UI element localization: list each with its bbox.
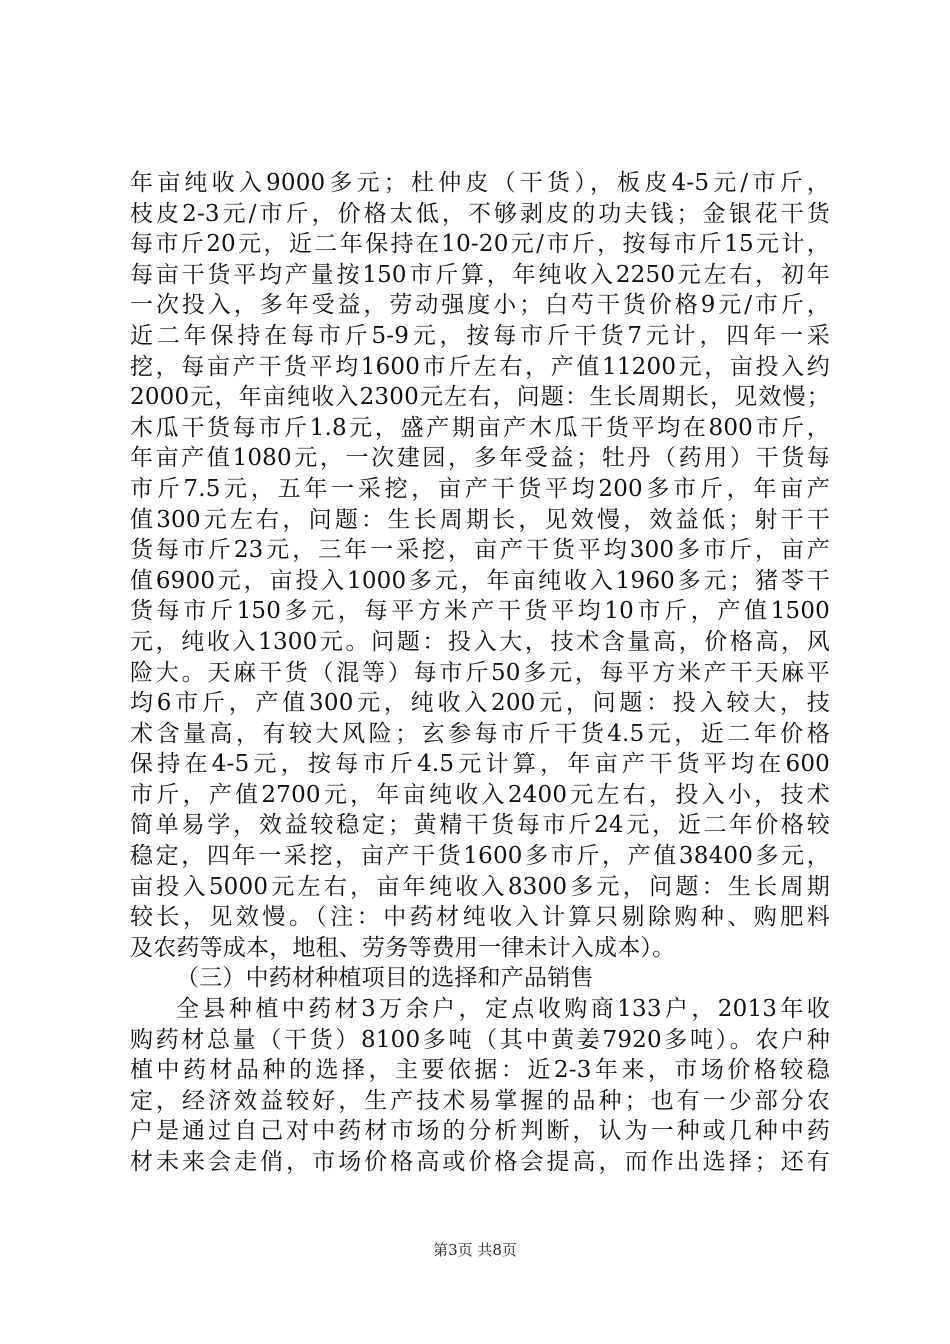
- text-line: 货每市斤150多元，每平方米产干货平均10市斤，产值1500: [130, 598, 830, 625]
- text-line: 一次投入，多年受益，劳动强度小；白芍干货价格9元/市斤，: [130, 292, 830, 319]
- text-line: 枝皮2-3元/市斤，价格太低，不够剥皮的功夫钱；金银花干货: [130, 200, 830, 227]
- text-line: 险大。天麻干货（混等）每市斤50多元，每平方米产干天麻平: [130, 659, 830, 686]
- text-line: 全县种植中药材3万余户，定点收购商133户，2013年收: [176, 996, 830, 1023]
- text-line: 元，纯收入1300元。问题：投入大，技术含量高，价格高，风: [130, 628, 830, 655]
- text-line: 户是通过自己对中药材市场的分析判断，认为一种或几种中药: [130, 1118, 830, 1145]
- text-line: 市斤，产值2700元，年亩纯收入2400元左右，投入小，技术: [130, 781, 830, 808]
- text-line: 稳定，四年一采挖，亩产干货1600多市斤，产值38400多元，: [130, 843, 830, 870]
- text-line: 保持在4-5元，按每市斤4.5元计算，年亩产干货平均在600: [130, 751, 830, 778]
- text-line: 简单易学，效益较稳定；黄精干货每市斤24元，近二年价格较: [130, 812, 830, 839]
- text-line: 2000元，年亩纯收入2300元左右，问题：生长周期长，见效慢；: [130, 384, 830, 411]
- text-line: 亩投入5000元左右，亩年纯收入8300多元，问题：生长周期: [130, 873, 830, 900]
- text-line: 货每市斤23元，三年一采挖，亩产干货平均300多市斤，亩产: [130, 537, 830, 564]
- text-line: 值6900元，亩投入1000多元，年亩纯收入1960多元；猪苓干: [130, 567, 830, 594]
- text-line: 较长，见效慢。（注：中药材纯收入计算只剔除购种、购肥料: [130, 904, 830, 931]
- text-line: 年亩纯收入9000多元；杜仲皮（干货），板皮4-5元/市斤，: [130, 170, 830, 196]
- text-line: 年亩产值1080元，一次建园，多年受益；牡丹（药用）干货每: [130, 445, 830, 472]
- text-line: 购药材总量（干货）8100多吨（其中黄姜7920多吨）。农户种: [130, 1026, 830, 1053]
- text-line: 材未来会走俏，市场价格高或价格会提高，而作出选择；还有: [130, 1149, 830, 1175]
- text-line: 挖，每亩产干货平均1600市斤左右，产值11200元，亩投入约: [130, 353, 830, 380]
- text-line: 近二年保持在每市斤5-9元，按每市斤干货7元计，四年一采: [130, 322, 830, 349]
- text-line: 植中药材品种的选择，主要依据：近2-3年来，市场价格较稳: [130, 1057, 830, 1084]
- section-heading: （三）中药材种植项目的选择和产品销售: [176, 965, 594, 992]
- document-body: [130, 168, 830, 1178]
- text-line: 定，经济效益较好，生产技术易掌握的品种；也有一少部分农: [130, 1087, 830, 1114]
- text-line: 每亩干货平均产量按150市斤算，年纯收入2250元左右，初年: [130, 261, 830, 288]
- text-line: 每市斤20元，近二年保持在10-20元/市斤，按每市斤15元计，: [130, 231, 830, 258]
- text-line: 术含量高，有较大风险；玄参每市斤干货4.5元，近二年价格: [130, 720, 830, 747]
- text-line: 市斤7.5元，五年一采挖，亩产干货平均200多市斤，年亩产: [130, 475, 830, 502]
- page-number-footer: 第3页 共8页: [433, 1241, 517, 1259]
- text-line: 值300元左右，问题：生长周期长，见效慢，效益低；射干干: [130, 506, 830, 533]
- text-line: 及农药等成本，地租、劳务等费用一律未计入成本）。: [130, 934, 676, 961]
- text-line: 均6市斤，产值300元，纯收入200元，问题：投入较大，技: [130, 690, 830, 717]
- text-line: 木瓜干货每市斤1.8元，盛产期亩产木瓜干货平均在800市斤，: [130, 414, 830, 441]
